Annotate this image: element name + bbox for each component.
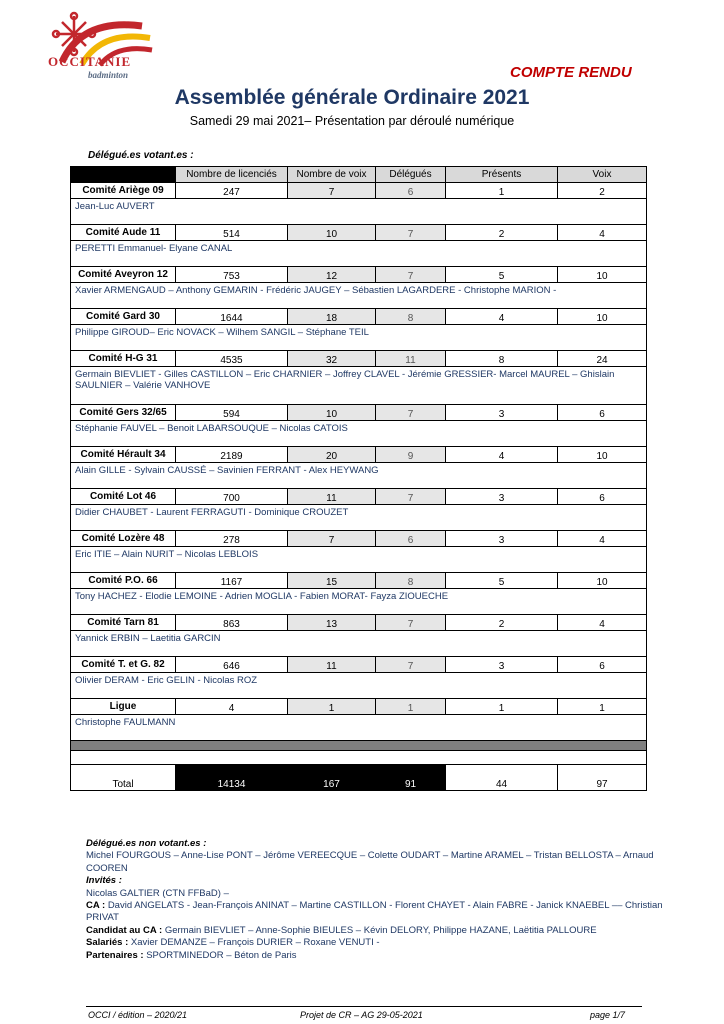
cell-voix: 15 (288, 573, 376, 589)
cell-presents: 1 (446, 183, 558, 199)
committee-name: Comité P.O. 66 (71, 573, 176, 589)
salaries-list: Xavier DEMANZE – François DURIER – Roxane VENUTI - (130, 937, 380, 949)
cell-delegues: 9 (376, 447, 446, 463)
attendance-notes (86, 838, 678, 962)
committee-name: Comité H-G 31 (71, 351, 176, 367)
cell-voix: 7 (288, 183, 376, 199)
cell-presents: 8 (446, 351, 558, 367)
salaries-label: Salariés : (86, 937, 129, 949)
cell-voix-presents: 4 (558, 225, 647, 241)
cell-licencies: 753 (176, 267, 288, 283)
cell-licencies: 4 (176, 699, 288, 715)
cell-voix: 11 (288, 489, 376, 505)
members-row (71, 421, 647, 447)
members-row (71, 283, 647, 309)
cell-delegues: 6 (376, 531, 446, 547)
cell-voix: 32 (288, 351, 376, 367)
committee-row (71, 405, 647, 421)
total-voix: 167 (288, 765, 376, 791)
cell-voix-presents: 4 (558, 615, 647, 631)
committee-row (71, 447, 647, 463)
spacer-row (71, 751, 647, 765)
members-row (71, 199, 647, 225)
voters-heading: Délégué.es votant.es : (88, 150, 194, 161)
partenaires-label: Partenaires : (86, 949, 144, 961)
committee-name: Ligue (71, 699, 176, 715)
cell-presents: 2 (446, 225, 558, 241)
page-subtitle: Samedi 29 mai 2021– Présentation par déroulé numérique (189, 114, 515, 128)
committee-row (71, 657, 647, 673)
invites-list: Nicolas GALTIER (CTN FFBaD) – (86, 887, 229, 899)
cell-licencies: 646 (176, 657, 288, 673)
logo-sub: badminton (88, 70, 129, 80)
ca-label: CA : (86, 900, 106, 912)
logo-word: OCCITANIE (48, 54, 132, 69)
non-voters-list: Michel FOURGOUS – Anne-Lise PONT – Jérôme VEREECQUE – Colette OUDART – Martine ARAMEL – Tristan BELLOSTA – Arnaud COOREN (86, 850, 654, 874)
cell-voix: 18 (288, 309, 376, 325)
cell-voix: 1 (288, 699, 376, 715)
cell-delegues: 7 (376, 615, 446, 631)
cell-presents: 1 (446, 699, 558, 715)
members-list: Didier CHAUBET - Laurent FERRAGUTI - Dominique CROUZET (71, 505, 647, 531)
members-row (71, 325, 647, 351)
cell-licencies: 514 (176, 225, 288, 241)
cell-delegues: 6 (376, 183, 446, 199)
cell-licencies: 2189 (176, 447, 288, 463)
cell-voix: 11 (288, 657, 376, 673)
members-row (71, 463, 647, 489)
committee-name: Comité Tarn 81 (71, 615, 176, 631)
cell-licencies: 863 (176, 615, 288, 631)
cell-voix-presents: 10 (558, 447, 647, 463)
committee-row (71, 699, 647, 715)
members-list: Yannick ERBIN – Laetitia GARCIN (71, 631, 647, 657)
non-voters-heading: Délégué.es non votant.es : (86, 838, 207, 849)
cell-delegues: 11 (376, 351, 446, 367)
committee-name: Comité T. et G. 82 (71, 657, 176, 673)
cell-voix-presents: 10 (558, 309, 647, 325)
cell-presents: 4 (446, 309, 558, 325)
cell-delegues: 7 (376, 657, 446, 673)
members-list: Eric ITIE – Alain NURIT – Nicolas LEBLOIS (71, 547, 647, 573)
cell-voix: 7 (288, 531, 376, 547)
ca-list: David ANGELATS - Jean-François ANINAT – Martine CASTILLON - Florent CHAYET - Alain FABRE - Janick KNAEBEL –– Christian PRIVAT (86, 900, 663, 924)
cell-voix: 10 (288, 405, 376, 421)
col-header: Nombre de voix (288, 167, 376, 183)
members-list: Alain GILLE - Sylvain CAUSSÉ – Savinien FERRANT - Alex HEYWANG (71, 463, 647, 489)
footer-right: page 1/7 (590, 1010, 626, 1020)
total-label: Total (71, 765, 176, 791)
cell-voix-presents: 2 (558, 183, 647, 199)
committee-row (71, 267, 647, 283)
cell-presents: 3 (446, 489, 558, 505)
cell-presents: 3 (446, 657, 558, 673)
candidat-list: Germain BIEVLIET – Anne-Sophie BIEULES – Kévin DELORY, Philippe HAZANE, Laëtitia PALLOURE (164, 924, 597, 936)
committee-row (71, 615, 647, 631)
committee-row (71, 351, 647, 367)
committee-row (71, 225, 647, 241)
cell-voix-presents: 6 (558, 489, 647, 505)
page-title: Assemblée générale Ordinaire 2021 (174, 86, 530, 109)
committee-name: Comité Aude 11 (71, 225, 176, 241)
members-row (71, 505, 647, 531)
header-corner (71, 167, 176, 183)
total-delegues: 91 (376, 765, 446, 791)
cell-voix: 20 (288, 447, 376, 463)
cell-voix-presents: 1 (558, 699, 647, 715)
cell-delegues: 7 (376, 405, 446, 421)
footer-center: Projet de CR – AG 29-05-2021 (300, 1010, 423, 1020)
delegates-table (70, 166, 647, 791)
invites-heading: Invités : (86, 875, 122, 887)
footer-divider (86, 1006, 642, 1007)
members-list: Philippe GIROUD– Eric NOVACK – Wilhem SANGIL – Stéphane TEIL (71, 325, 647, 351)
cell-voix-presents: 24 (558, 351, 647, 367)
cell-delegues: 8 (376, 573, 446, 589)
separator-cell (71, 751, 647, 765)
committee-row (71, 531, 647, 547)
cell-presents: 5 (446, 267, 558, 283)
members-row (71, 631, 647, 657)
committee-row (71, 183, 647, 199)
col-header: Voix (558, 167, 647, 183)
document-type: COMPTE RENDU (510, 64, 632, 81)
separator-row (71, 741, 647, 751)
committee-name: Comité Hérault 34 (71, 447, 176, 463)
members-list: Olivier DERAM - Eric GELIN - Nicolas ROZ (71, 673, 647, 699)
committee-name: Comité Gers 32/65 (71, 405, 176, 421)
col-header: Présents (446, 167, 558, 183)
committee-name: Comité Aveyron 12 (71, 267, 176, 283)
cell-voix: 10 (288, 225, 376, 241)
total-presents: 44 (446, 765, 558, 791)
candidat-label: Candidat au CA : (86, 924, 163, 936)
cell-licencies: 1644 (176, 309, 288, 325)
cell-delegues: 1 (376, 699, 446, 715)
cell-voix-presents: 6 (558, 405, 647, 421)
cell-presents: 5 (446, 573, 558, 589)
cell-presents: 3 (446, 531, 558, 547)
cell-voix: 12 (288, 267, 376, 283)
cell-presents: 3 (446, 405, 558, 421)
members-row (71, 673, 647, 699)
members-list: Christophe FAULMANN (71, 715, 647, 741)
committee-name: Comité Lozère 48 (71, 531, 176, 547)
total-licencies: 14134 (176, 765, 288, 791)
members-row (71, 547, 647, 573)
committee-name: Comité Ariège 09 (71, 183, 176, 199)
partenaires-list: SPORTMINEDOR – Béton de Paris (146, 949, 297, 961)
cell-presents: 2 (446, 615, 558, 631)
cell-licencies: 1167 (176, 573, 288, 589)
committee-name: Comité Gard 30 (71, 309, 176, 325)
total-row (71, 765, 647, 791)
total-voix-presents: 97 (558, 765, 647, 791)
cell-licencies: 247 (176, 183, 288, 199)
members-list: Tony HACHEZ - Elodie LEMOINE - Adrien MOGLIA - Fabien MORAT- Fayza ZIOUECHE (71, 589, 647, 615)
cell-licencies: 700 (176, 489, 288, 505)
occitanie-logo (42, 8, 154, 88)
cell-licencies: 594 (176, 405, 288, 421)
members-list: PERETTI Emmanuel- Elyane CANAL (71, 241, 647, 267)
cell-voix-presents: 6 (558, 657, 647, 673)
members-row (71, 589, 647, 615)
col-header: Nombre de licenciés (176, 167, 288, 183)
committee-name: Comité Lot 46 (71, 489, 176, 505)
col-header: Délégués (376, 167, 446, 183)
separator-cell (71, 741, 647, 751)
cell-voix-presents: 10 (558, 573, 647, 589)
committee-row (71, 489, 647, 505)
cell-licencies: 278 (176, 531, 288, 547)
members-list: Germain BIEVLIET - Gilles CASTILLON – Eric CHARNIER – Joffrey CLAVEL - Jérémie GRESSIER- Marcel MAUREL – Ghislain SAULNIER – Valérie VANHOVE (71, 367, 647, 405)
committee-row (71, 573, 647, 589)
cell-voix: 13 (288, 615, 376, 631)
cell-licencies: 4535 (176, 351, 288, 367)
members-list: Xavier ARMENGAUD – Anthony GEMARIN - Frédéric JAUGEY – Sébastien LAGARDERE - Christophe MARION - (71, 283, 647, 309)
cell-voix-presents: 4 (558, 531, 647, 547)
cell-delegues: 7 (376, 489, 446, 505)
cell-voix-presents: 10 (558, 267, 647, 283)
footer-left: OCCI / édition – 2020/21 (88, 1010, 188, 1020)
members-row (71, 367, 647, 405)
cell-delegues: 8 (376, 309, 446, 325)
members-row (71, 241, 647, 267)
cell-delegues: 7 (376, 267, 446, 283)
cell-presents: 4 (446, 447, 558, 463)
committee-row (71, 309, 647, 325)
cell-delegues: 7 (376, 225, 446, 241)
members-row (71, 715, 647, 741)
table-header-row (71, 167, 647, 183)
members-list: Jean-Luc AUVERT (71, 199, 647, 225)
members-list: Stéphanie FAUVEL – Benoit LABARSOUQUE – Nicolas CATOIS (71, 421, 647, 447)
